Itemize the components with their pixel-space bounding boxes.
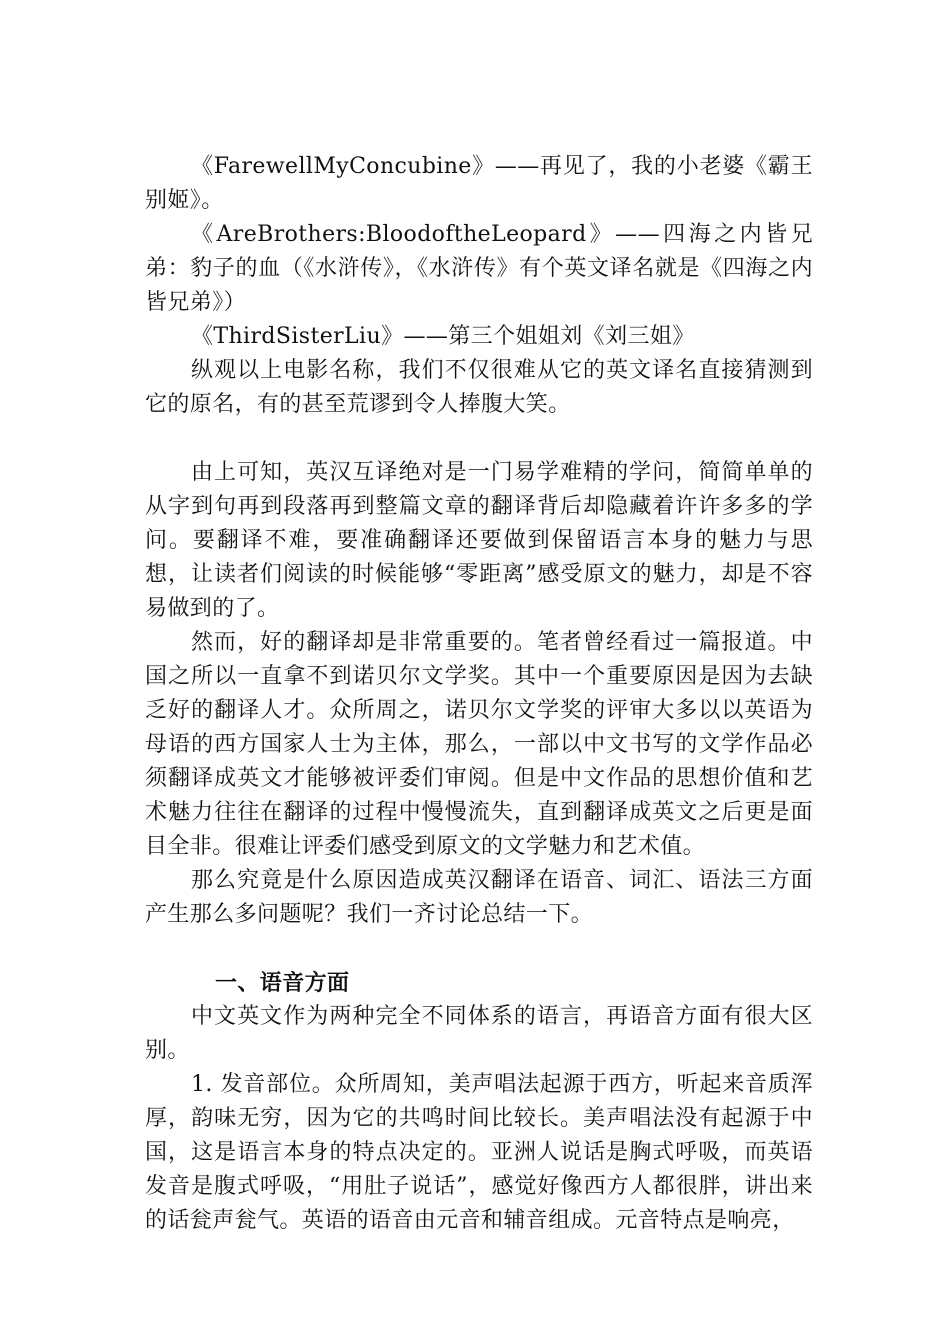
paragraph-phonetics-intro: 中文英文作为两种完全不同体系的语言，再语音方面有很大区别。 — [145, 1004, 813, 1063]
section-heading: 一、语音方面 — [215, 970, 350, 996]
document-body — [145, 150, 813, 1238]
blank-line — [145, 422, 813, 456]
blank-line — [145, 932, 813, 966]
paragraph-question: 那么究竟是什么原因造成英汉翻译在语音、词汇、语法三方面产生那么多问题呢？我们一齐讨论总结一下。 — [145, 868, 813, 927]
paragraph-farewell-my-concubine: 《FarewellMyConcubine》——再见了，我的小老婆《霸王别姬》。 — [145, 154, 813, 213]
paragraph-third-sister-liu: 《ThirdSisterLiu》——第三个姐姐刘《刘三姐》 — [191, 324, 695, 349]
paragraph-film-titles-summary: 纵观以上电影名称，我们不仅很难从它的英文译名直接猜测到它的原名，有的甚至荒谬到令人捧腹大笑。 — [145, 358, 813, 417]
paragraph-pronunciation-position: 1. 发音部位。众所周知，美声唱法起源于西方，听起来音质浑厚，韵味无穷，因为它的共鸣时间比较长。美声唱法没有起源于中国，这是语言本身的特点决定的。亚洲人说话是胸式呼吸，而英语发音是腹式呼吸，“用肚子说话”，感觉好像西方人都很胖，讲出来的话瓮声瓮气。英语的语音由元音和辅音组成。元音特点是响亮， — [145, 1072, 813, 1233]
paragraph-nobel-prize: 然而，好的翻译却是非常重要的。笔者曾经看过一篇报道。中国之所以一直拿不到诺贝尔文学奖。其中一个重要原因是因为去缺乏好的翻译人才。众所周之，诺贝尔文学奖的评审大多以以英语为母语的西方国家人士为主体，那么，一部以中文书写的文学作品必须翻译成英文才能够被评委们审阅。但是中文作品的思想价值和艺术魅力往往在翻译的过程中慢慢流失，直到翻译成英文之后更是面目全非。很难让评委们感受到原文的文学魅力和艺术值。 — [145, 630, 813, 859]
paragraph-are-brothers: 《AreBrothers:BloodoftheLeopard》——四海之内皆兄弟：豹子的血（《水浒传》，《水浒传》有个英文译名就是《四海之内皆兄弟》） — [145, 222, 813, 315]
paragraph-translation-difficulty: 由上可知，英汉互译绝对是一门易学难精的学问，简简单单的从字到句再到段落再到整篇文章的翻译背后却隐藏着许许多多的学问。要翻译不难，要准确翻译还要做到保留语言本身的魅力与思想，让读者们阅读的时候能够“零距离”感受原文的魅力，却是不容易做到的了。 — [145, 460, 813, 621]
